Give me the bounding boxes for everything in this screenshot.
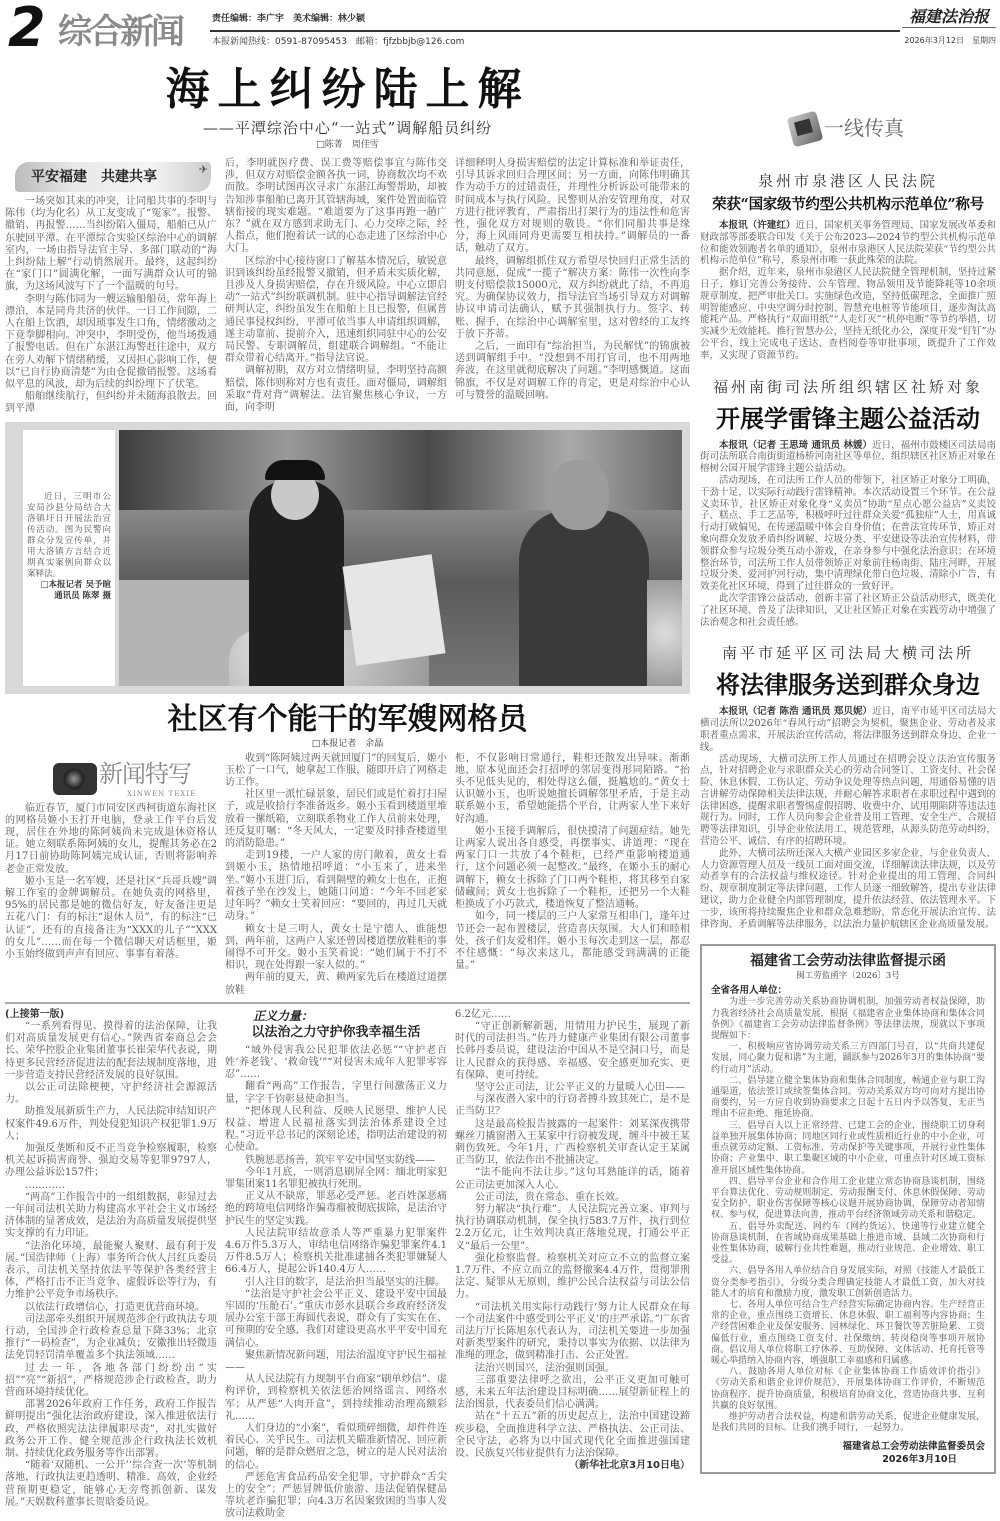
paragraph-text: 近日，福州市鼓楼区司法局南街司法所联合南街街道杨桥河南社区等单位，组织辖区社区矫正对象在榕树公园开展学雷锋主题公益活动。 bbox=[700, 439, 996, 475]
dateline: （新华社北京3月10日电） bbox=[569, 1460, 690, 1472]
paragraph: 之后，一面印有“综治担当，为民解忧”的锦旗被送到调解组手中。“没想到不用打官司，也不用两地奔波，在这里就彻底解决了问题。”李明感慨道。这面锦旗，不仅是对调解工作的肯定，更是对综治中心认可与赞誉的温暖回响。 bbox=[455, 341, 690, 401]
paragraph: 从人民法院有力规制平台商家“刷单炒信”、虚构评价，到检察机关依法惩治网络谣言、网络水军；从严惩“人肉开盒”，到持续推动治理高额彩礼…… bbox=[225, 1374, 447, 1422]
paragraph: 过去一年，各地各部门纷纷出“实招”“亮”“新招”，严格规范涉企行政检查，助力营商环境持续优化。 bbox=[5, 1362, 217, 1399]
continued-column-3 bbox=[455, 1009, 690, 1473]
paragraph: 如今，同一楼层的三户人家常互相串门，逢年过节还会一起布置楼层，营造喜庆氛围。大人们和睦相处，孩子们友爱相伴。姬小玉每次走到这一层，都忍不住感慨：“每次来这儿，都能感受到满满的正能量。” bbox=[455, 911, 690, 972]
lead-column-3 bbox=[455, 158, 690, 402]
news-feature-logo bbox=[53, 753, 213, 803]
dove-icon: ✈ bbox=[198, 163, 208, 176]
continued-from-front-label: (上接第一版) bbox=[5, 1008, 65, 1020]
paragraph: ………… bbox=[25, 1179, 65, 1191]
paragraph: 三、倡导百人以上正常经营、已建工会的企业，围绕职工切身利益单独开展集体协商；同地区同行业或性质相近行业的中小企业，可重点就劳动定额、工资标准、劳动保护等关键事项，开展行业性集体协商；产业集中、职工集聚区域的中小企业，可重点针对区域工资标准开展区域性集体协商。 bbox=[711, 1120, 985, 1176]
paragraph: 后，李明就医疗费、误工费等赔偿事宜与陈伟交涉，但双方对赔偿金额各执一词，协商数次均不欢而散。李明试图再次寻求广东湛江海警帮助，却被告知涉事船舶已离开其管辖海域，案件处置面临管辖衔接的现实难题。“难道要为了这事再跑一趟广东？”就在双方感到求助无门、心力交瘁之际，经人指点，他们抱着试一试的心态走进了区综治中心大门。 bbox=[225, 158, 447, 255]
paragraph: 维护劳动者合法权益，构建和谐劳动关系，促进企业健康发展，是我们共同的目标。让我们携手同行，一起努力。 bbox=[711, 1411, 985, 1434]
paragraph: 站在“十五五”新的历史起点上，法治中国建设蹄疾步稳，全面推进科学立法、严格执法、公正司法、全民守法，必将为以中国式现代化全面推进强国建设、民族复兴伟业提供有力法治保障。 bbox=[455, 1411, 690, 1460]
paragraph: 人民法院审结故意杀人等严重暴力犯罪案件4.6万件5.3万人，审结电信网络诈骗犯罪案件4.1万件8.5万人；检察机关批准逮捕各类犯罪嫌疑人66.4万人，提起公诉140.4万人…… bbox=[225, 1227, 447, 1276]
paragraph: 这是最高检报告披露的一起案件：刘某深夜携带螺丝刀撬窗潜入王某家中行窃被发现，缠斗中被王某刺伤致死。今年1月，广西检察机关审查认定王某属正当防卫，依法作出不批捕决定。 bbox=[455, 1118, 690, 1167]
frontline-fax-logo bbox=[790, 110, 915, 148]
paragraph: 活动现场，大横司法所工作人员通过在招聘会设立法治宣传服务点，针对招聘企业与求职群众关心的劳动合同签订、工资支付、社会保险、休息休假、工伤认定、劳动争议处理等热点问题，用通俗易懂的语言讲解劳动保障相关法律法规，并耐心解答求职者在求职过程中遇到的法律困惑，提醒求职者警惕虚假招聘、收费中介、试用期陷阱等违法违规行为。同时，工作人员向参会企业普及用工管理、安全生产、合规招聘等法律知识，引导企业依法用工、规范管理，从源头防范劳动纠纷，营造公平、诚信、有序的招聘环境。 bbox=[700, 753, 996, 848]
paragraph: 七、各用人单位可结合生产经营实际确定协商内容。生产经营正常的企业，重点围绕工资增长、休息休假、职工福利等内容协商；生产经营困难企业及保安服务、园林绿化、环卫餐饮等苦脏险累、工资偏低行业，重点围绕工资支付、社保缴纳、转岗稳岗等事项开展协商。倡议用人单位将职工疗休养、互助保障、文体活动、托育托管等暖心举措纳入协商内容，增强职工幸福感和归属感。 bbox=[711, 1299, 985, 1366]
right-column bbox=[700, 110, 996, 1474]
paragraph: 为进一步完善劳动关系协商协调机制，加强劳动者权益保障，助力我省经济社会高质量发展，根据《福建省企业集体协商和集体合同条例》《福建省工会劳动法律监督条例》等法律法规，现就以下事项提醒如下： bbox=[711, 997, 985, 1042]
feature-column-3 bbox=[455, 753, 690, 973]
feature-logo-pinyin: XINWEN TEXIE bbox=[127, 789, 197, 798]
article-kicker: 泉州市泉港区人民法院 bbox=[757, 172, 938, 190]
paragraph: “域外侵害我公民犯罪依法必惩”“守护老百姓‘养老钱’、‘救命钱’”“对侵害未成年人犯罪零容忍”…… bbox=[225, 1044, 447, 1081]
paragraph: 走到19楼，一户人家的房门敞着，黄女士看到姬小玉，热情地招呼道：“小玉来了，进来坐坐。”姬小玉进门后，看到隔壁的赖女士也在，正抱着孩子坐在沙发上，她随口问道：“今年不回老家过年吗？”赖女士笑着回应：“要回的，再过几天就动身。” bbox=[225, 850, 447, 923]
paragraph: 此外，大横司法所还深入大横产业园区多家企业，与企业负责人、人力资源管理人员及一线员工面对面交流，详细解读法律法规，以及劳动者享有的合法权益与维权途径。针对企业提出的用工管理、合同纠纷、规章制度制定等法律问题，工作人员逐一细致解答，提出专业法律建议，助力企业健全内部管理制度，提升依法经营、依法管理水平。下一步，该所将持续聚焦企业和群众急难愁盼，常态化开展法治宣传、法律咨询、矛盾调解等法律服务，以法治力量护航辖区企业高质量发展。 bbox=[700, 847, 996, 930]
notice-signature: 福建省总工会劳动法律监督委员会 bbox=[842, 1441, 985, 1453]
feature-story bbox=[5, 753, 690, 997]
paragraph: 与深夜潜入家中的行窃者搏斗致其死亡，是不是正当防卫？ bbox=[455, 1094, 690, 1118]
newspaper-logo: 福建法治报 bbox=[902, 4, 996, 28]
paragraph: 聚焦新情况新问题，用法治温度守护民生福祉—— bbox=[225, 1349, 447, 1373]
paragraph: 详细释明人身损害赔偿的法定计算标准和举证责任，引导其诉求回归合理区间；另一方面，向陈伟明确其作为动手方的过错责任，并理性分析诉讼可能带来的时间成本与执行风险。民警则从治安管理角度，对双方进行批评教育，严肃指出打架行为的违法性和危害性，强化双方对规则的敬畏。“你们同船共事是缘分，海上风雨同舟更需要互相扶持。”调解员的一番话，触动了双方。 bbox=[455, 158, 690, 255]
paragraph: 三部重要法律呼之欲出，公平正义更加可触可感，未来五年法治建设目标明确……展望新征程上的法治图景，代表委员们信心满满。 bbox=[455, 1374, 690, 1411]
paragraph: 八、鼓励各用人单位对标《企业集体协商工作质效评价指引》《劳动关系和谐企业评价规范》，开展集体协商工作评价，不断规范协商程序、提升协商质量，积极培育协商文化，营造协商共事、互利共赢的良好氛围。 bbox=[711, 1367, 985, 1411]
article-kicker: 南平市延平区司法局大横司法所 bbox=[721, 644, 974, 663]
paragraph: 部署2026年政府工作任务，政府工作报告鲜明提出“强化法治政府建设，深入推进依法行政，严格依照宪法法律履职尽责”，对扎实做好政务公开工作、健全规范涉企行政执法长效机制、持续优化政务服务等作出部署。 bbox=[5, 1399, 217, 1460]
paragraph: 李明与陈伟同为一艘运输船船员，常年海上漂泊，本是同舟共济的伙伴。一日工作间隙，二人在船上饮酒，却因琐事发生口角，情绪激动之下竟拳脚相向。冲突中，李明受伤，他当场拨通了报警电话。但在广东湛江海警赶往途中，双方在旁人劝解下情绪稍缓，又因担心影响工作，便以“已自行协商清楚”为由仓促撤销报警。这场看似平息的风波，却为后续的纠纷埋下了伏笔。 bbox=[5, 293, 217, 391]
paragraph: 翻看“两高”工作报告，字里行间激荡正义力量，字字千钧彰显使命担当。 bbox=[225, 1081, 447, 1105]
article-title: 荣获“国家级节约型公共机构示范单位”称号 bbox=[712, 196, 984, 213]
paragraph: 严惩危害食品药品安全犯罪，守护群众“舌尖上的安全”；严惩冒牌低价旅游、违法促销保健品等坑老诈骗犯罪；向4.3万名因案致困的当事人发放司法救助金 bbox=[225, 1471, 447, 1520]
paragraph: 姬小玉接手调解后，很快摸清了问题症结。她先让两家人说出各自感受，再摆事实、讲道理：“现在两家门口一共放了4个鞋柜，已经严重影响楼道通行，这个问题必须一起整改。”最终，在姬小玉的耐心调解下，赖女士拆除了门口两个鞋柜，将其移至自家储藏间；黄女士也拆除了一个鞋柜，还把另一个大鞋柜换成了小巧款式，楼道恢复了整洁通畅。 bbox=[455, 825, 690, 911]
paragraph bbox=[700, 220, 996, 267]
paragraph: 姬小玉是一名军嫂，还是社区“兵哥兵嫂”调解工作室的金牌调解员。在她负责的网格里，95%的居民都是她的微信好友，好友备注更是五花八门：有的标注“退休人员”，有的标注“已认证”，还有的直接备注为“XXX的儿子”“XXX的女儿”……而在每一个微信聊天对话框里，姬小玉始终做到声声有回应、事事有着落。 bbox=[5, 875, 217, 961]
notice-doc-number: 闽工劳监函字〔2026〕3号 bbox=[796, 971, 900, 982]
paragraph: 公正司法，贵在常态、重在长效。 bbox=[475, 1191, 625, 1203]
feature-byline: □本报记者 余晶 bbox=[311, 738, 384, 749]
labor-supervision-notice-box bbox=[700, 944, 996, 1474]
paragraph: 一场突如其来的冲突，让同船共事的李明与陈伟（均为化名）从工友变成了“冤家”。报警、撤销、再报警……当纠纷陷入僵局，船舶已从广东驶回平潭。在平潭综合实验区综治中心的调解室内，一场由指导法官主导、多部门联动的“海上纠纷陆上解”行动悄然展开。最终，这起纠纷在“家门口”圆满化解，一面写满群众认可的锦旗，为这场风波写下了一个温暖的句号。 bbox=[5, 196, 217, 293]
header-rule bbox=[210, 30, 900, 32]
notice-title: 福建省工会劳动法律监督提示函 bbox=[750, 953, 946, 970]
ping-an-fujian-banner bbox=[15, 162, 211, 192]
lead-column-2 bbox=[225, 158, 447, 414]
paragraph: “两高”工作报告中的一组组数据，彰显过去一年间司法机关助力构建高水平社会主义市场经济体制的显著成效，是法治为高质量发展提供坚实支撑的有力印证。 bbox=[5, 1191, 217, 1240]
paragraph bbox=[700, 706, 996, 753]
lead-column-1 bbox=[5, 158, 217, 416]
paragraph: 人们身边的“小案”，看似琐碎细微，却件件连着民心、关乎民生。司法机关瞄准新情况、回应新问题，解的是群众燃眉之急，树立的是人民对法治的信心。 bbox=[225, 1423, 447, 1471]
paragraph-text: 近日，国家机关事务管理局、国家发展改革委和财政部等部委联合印发《关于公布2023—2024节约型公共机构示范单位和能效领跑者名单的通知》，泉州市泉港区人民法院荣获“节约型公共机构示范单位”称号，系泉州市唯一获此殊荣的法院。 bbox=[700, 220, 996, 267]
article-title: 将法律服务送到群众身边 bbox=[716, 670, 980, 700]
feature-logo-text: 新闻特写 bbox=[99, 759, 191, 788]
paragraph: 一、积极响应省协调劳动关系三方四部门号召，以“共商共建促发展，同心聚力促和谐”为主题，踊跃参与2026年3月的集体协商“要约行动月”活动。 bbox=[711, 1042, 985, 1075]
market-law-promotion-photo bbox=[119, 430, 682, 686]
feature-headline: 社区有个能干的军嫂网格员 bbox=[167, 701, 528, 737]
notice-body bbox=[711, 997, 985, 1434]
paragraph: 此次学雷锋公益活动，创新丰富了社区矫正公益活动形式，既美化了社区环境、普及了法律知识，又让社区矫正对象在实践劳动中增强了法治观念和社会责任感。 bbox=[700, 592, 996, 628]
article-body bbox=[700, 440, 996, 629]
column-heading: 以法治之力守护你我幸福生活 bbox=[251, 1024, 421, 1040]
article-lead: 本报讯（记者 王思琦 通讯员 林媛） bbox=[719, 439, 873, 451]
banner-text: 平安福建 共建共享 bbox=[31, 169, 157, 185]
continued-column-1 bbox=[5, 1009, 217, 1509]
paragraph-text: 近日，南平市延平区司法局大横司法所以2026年“春风行动”招聘会为契机，聚焦企业、劳动者及求职者重点需求，开展法治宣传活动，将法律服务送到群众身边、企业一线。 bbox=[700, 706, 996, 753]
man-figure bbox=[519, 510, 649, 686]
paragraph: 以依法行政增信心，打造更优营商环境。 bbox=[25, 1301, 205, 1313]
paragraph: 区综治中心接待窗口了解基本情况后，敏锐意识到该纠纷虽经报警又撤销，但矛盾未实质化解，且涉及人身损害赔偿，存在升级风险。中心立即启动“一站式”纠纷联调机制。驻中心指导调解法官经研判认定，纠纷虽发生在船舶上且已报警，但属普通民事侵权纠纷，平潭可依当事人申请组织调解，遂主动靠前、提前介入，迅速组织同驻中心的公安局民警、专职调解员，组建联合调解组。“不能让群众带着心结离开。”指导法官说。 bbox=[225, 255, 447, 365]
main-area bbox=[5, 62, 690, 1521]
camera-icon bbox=[53, 763, 97, 795]
paragraph: 社区里一派忙碌景象，居民们或是忙着打扫屋子，或是收拾行李准备返乡。姬小玉看到楼道里堆放着一摞纸箱，立刻联系物业工作人员前来处理，还反复叮嘱：“冬天风大，一定要及时排查楼道里的消防隐患。” bbox=[225, 789, 447, 850]
lead-headline-block bbox=[5, 62, 690, 158]
section-divider bbox=[5, 1002, 690, 1004]
lead-story bbox=[5, 158, 690, 416]
paragraph: 助推发展新质生产力，人民法院审结知识产权案件49.6万件，判处侵犯知识产权犯罪1.9万人； bbox=[5, 1106, 217, 1142]
paragraph: “司法机关用实际行动践行‘努力让人民群众在每一个司法案件中感受到公平正义’的庄严承诺。”广东省司法厅厅长陈旭东代表认为，司法机关要进一步加强对新类型案件的研究，秉持以事实为依据、以法律为准绳的理念，做到精准打击、公正处置。 bbox=[455, 1301, 690, 1362]
article-body bbox=[700, 706, 996, 930]
hotline-line: 本报新闻热线：0591-87095453 邮箱：fjfzbbjb@126.com bbox=[212, 37, 465, 47]
article-kicker: 福州南街司法所组织辖区社矫对象 bbox=[712, 377, 983, 396]
paragraph: 铁腕惩恶扬善，筑牢平安中国坚实防线—— bbox=[245, 1154, 435, 1166]
lead-subtitle: ——平潭综治中心“一站式”调解船员纠纷 bbox=[202, 119, 493, 137]
column-heading-kicker: 正义力量： bbox=[253, 1008, 314, 1023]
article-title: 开展学雷锋主题公益活动 bbox=[716, 403, 980, 433]
paragraph: 法治兴则国兴，法治强则国强。 bbox=[475, 1362, 615, 1374]
paragraph: “随着‘双随机、一公开’‘综合查一次’等机制落地，行政执法更趋透明、精准、高效，企业经营预期更稳定，能够心无旁骛抓创新、谋发展。”天娱数科董事长贺晗委员说。 bbox=[5, 1460, 217, 1508]
paragraph: “一系列看得见、摸得着的法治保障，让我们对高质量发展更有信心。”陕西省秦商总会会长、荣华控股企业集团董事长崔荣华代表说，期待更多民营经济促进法的配套法规制度落地，进一步营造支持民营经济发展的良好氛围。 bbox=[5, 1020, 217, 1081]
paragraph: 四、倡导平台企业和合作用工企业建立常态协商恳谈机制，围绕平台算法优化、劳动规则制定、劳动报酬支付、休息休假保障、劳动安全防护、职业伤害保障等核心议题开展协商协调，保障劳动者知情权、参与权，促进算法向善，推动平台经济领域劳动关系和谐稳定。 bbox=[711, 1176, 985, 1221]
paragraph: 最终，调解组抓住双方希望尽快回归正常生活的共同意愿，促成“一揽子”解决方案：陈伟一次性向李明支付赔偿款15000元，双方纠纷就此了结，不再追究。为确保协议效力，指导法官当场引导双方对调解协议申请司法确认，赋予其强制执行力。签字、转账、握手，在综治中心调解室里，这对曾经的工友终于放下芥蒂。 bbox=[455, 255, 690, 340]
article-body bbox=[700, 220, 996, 362]
feature-headline-block bbox=[5, 702, 690, 751]
paragraph: “法治是守护社会公平正义、建设平安中国最牢固的‘压舱石’。”重庆市彭水县联合乡政府经济发展办公室干部王海圆代表说，群众有了实实在在、可预期的安全感，我们对建设更高水平平安中国充满信心。 bbox=[225, 1288, 447, 1349]
paragraph: 努力解决“执行难”。人民法院完善立案、审判与执行协调联动机制，保全执行583.7万件，执行到位2.2万亿元，让生效判决真正落地兑现，打通公平正义“最后一公里”。 bbox=[455, 1203, 690, 1252]
paragraph: 六、倡导各用人单位结合自身发展实际，对照《技能人才最低工资分类参考指引》，分级分类合理确定技能人才最低工资，加大对技能人才的培育和激励力度，激发职工创新创造活力。 bbox=[711, 1266, 985, 1299]
paragraph: 坚守公正司法，让公平正义的力量暖人心田—— bbox=[475, 1081, 685, 1093]
photo-credit: 通讯员 陈翠 摄 bbox=[54, 590, 111, 601]
lead-headline: 海上纠纷陆上解 bbox=[165, 64, 530, 115]
notice-sign-date: 2026年3月10日 bbox=[882, 1454, 957, 1466]
frontline-fax-text: 一线传真 bbox=[824, 116, 904, 140]
continued-column-2 bbox=[225, 1009, 447, 1521]
photo-caption: 近日，三明市公安局沙县分局结合大洛镇圩日开展法治宣传活动。图为民警向群众分发宣传单，并用大洛镇方言结合近期真实案例向群众以案释法。 bbox=[27, 491, 111, 579]
paragraph: 强化检察监督。检察机关对应立不立的监督立案1.7万件、不应立而立的监督撤案4.4万件，贯彻罪刑法定、疑罪从无原则，维护公民合法权益与司法公信力。 bbox=[455, 1252, 690, 1301]
paragraph: 调解初期，双方对立情绪明显，李明坚持高额赔偿，陈伟则称对方也有责任。面对僵局，调解组采取“背对背”调解法。法官聚焦核心争议，一方面，向李明 bbox=[225, 365, 447, 414]
paragraph: 柜，不仅影响日常通行，鞋柜还散发出异味。渐渐地，原本见面还会打招呼的邻居变得形同陌路。“抬头不见低头见的，相处得这么僵，挺尴尬的。”黄女士认识姬小玉，也听说她擅长调解邻里矛盾，于是主动联系姬小玉，希望她能搭个平台，让两家人坐下来好好沟通。 bbox=[455, 752, 690, 825]
paragraph: 引人注目的数字，是法治担当最坚实的注脚。 bbox=[245, 1276, 445, 1288]
paragraph: 加强反垄断和反不正当竞争检察履职，检察机关起诉损害商誉、强迫交易等犯罪9797人，办理公益诉讼157件； bbox=[5, 1142, 217, 1179]
paragraph: 6.2亿元…… bbox=[455, 1008, 511, 1020]
paragraph bbox=[700, 440, 996, 475]
paragraph: “法治化环境，最能聚人聚财、最有利于发展。”国浩律师（上海）事务所合伙人吕红兵委员表示，司法机关坚持依法平等保护各类经营主体，严格打击不正当竞争、虚假诉讼等行为，有力维护公平竞争市场秩序。 bbox=[5, 1240, 217, 1301]
paragraph: 今年1月底，一则消息刷屏全网：缅北明家犯罪集团案11名罪犯被执行死刑。 bbox=[225, 1166, 447, 1190]
fax-machine-icon bbox=[787, 111, 824, 148]
paragraph: 两年前的夏天，黄、赖两家先后在楼道过道摆放鞋 bbox=[225, 972, 447, 996]
issue-date: 2026年3月12日 星期四 bbox=[904, 36, 996, 45]
paragraph: 二、倡导建立健全集体协商和集体合同制度，畅通企业与职工沟通渠道，依法签订或续签集体合同。劳动关系双方均可向对方提出协商要约，另一方应自收到协商要求之日起十五日内予以答复，无正当理由不应拒绝、拖延协商。 bbox=[711, 1075, 985, 1120]
paragraph: “把体现人民利益、反映人民愿望、维护人民权益、增进人民福祉落实到法治体系建设全过程。”习近平总书记的深刻论述，指明法治建设的初心使命。 bbox=[225, 1105, 447, 1154]
paragraph: 正义从不缺席，罪恶必受严惩。老百姓深恶痛绝的跨境电信网络诈骗毒瘤被彻底拔除，是法治守护民生的坚定实践。 bbox=[225, 1191, 447, 1227]
paragraph: 据介绍，近年来，泉州市泉港区人民法院健全管理机制，坚持过紧日子，修订完善公务接待、公车管理、物品领用及节能降耗等10余项规章制度，把严审批关口。实施绿色改造，坚持低碳理念，全面推广照明智能感应、中央空调分时控制、智慧充电桩等节能项目，逐步淘汰高能耗产品。严格执行“双面用纸”“人走灯灭”“机停电断”等节约举措，切实减少无效能耗。推行智慧办公，坚持无纸化办公，深度开发“钉钉”办公平台，线上完成电子送达、查档阅卷等审批事项，既提升了工作效率，又实现了资源节约。 bbox=[700, 267, 996, 361]
paragraph: “法不能向不法让步。”这句耳熟能详的话，随着公正司法更加深入人心。 bbox=[455, 1167, 690, 1191]
page-number: 2 bbox=[8, 0, 46, 59]
paragraph: 活动现场，在司法所工作人员的带领下，社区矫正对象分工明确、干劲十足，以实际行动践行雷锋精神。本次活动设置三个环节。在公益义卖环节，社区矫正对象化身“义卖员”协助“星点心愿公益店”义卖饺子、糕点、手工艺品等，积极呼吁过往群众关爱“孤独症”人士，用真诚行动打破偏见，在传递温暖中体会自身价值；在普法宣传环节，矫正对象向群众发放矛盾纠纷调解、垃圾分类、平安建设等法治宣传材料，带领群众参与垃圾分类互动小游戏，在亲身参与中强化法治意识；在环境整治环节，司法所工作人员带领矫正对象前往杨南街、陆庄河畔，开展垃圾分类、爱河护河行动，集中清理绿化带白色垃圾、清除小广告，有效美化社区环境，得到了过往群众的一致好评。 bbox=[700, 474, 996, 593]
photo-caption-box bbox=[23, 430, 115, 686]
paragraph: “守正创新解新题，用情用力护民生，展现了新时代的司法担当。”佐丹力健康产业集团有限公司董事长韩丹委员说，建设法治中国从不是空洞口号，而是让人民群众的获得感、幸福感、安全感更加充实、更有保障、更可持续。 bbox=[455, 1020, 690, 1081]
paragraph: 以公正司法除梗梗，守护经济社会源源活力。 bbox=[5, 1081, 217, 1106]
paragraph: 司法部牵头组织开展规范涉企行政执法专项行动，全国涉企行政检查总量下降33%；北京推行“一码检查”，为企业减负；安徽推出轻微违法免罚轻罚清单覆盖多个执法领域…… bbox=[5, 1313, 217, 1362]
photo-block bbox=[5, 422, 690, 694]
leaflet-bag bbox=[342, 554, 445, 666]
notice-salutation: 全省各用人单位： bbox=[711, 985, 788, 997]
paragraph: 收到“陈阿姨过两天就回厦门”的回复后，姬小玉松了一口气，她拿起工作服，随即开启了网格走访工作。 bbox=[225, 752, 447, 789]
paragraph: 船舶继续航行，但纠纷并未随海浪散去。回到平潭 bbox=[5, 391, 217, 415]
paragraph: 赖女士是三明人，黄女士是宁德人，谁能想到，两年前，这两户人家还曾因楼道摆放鞋柜的事闹得不可开交。姬小玉笑着说：“她们属于不打不相识，现在处得跟一家人似的。” bbox=[225, 923, 447, 972]
paragraph: 临近春节，厦门市同安区西柯街道东海社区的网格员姬小玉打开电脑，登录工作平台后发现，居住在外地的陈阿姨尚未完成退休资格认证。她立刻联系陈阿姨的女儿，提醒其务必在2月17日前协助陈阿姨完成认证，否则将影响养老金正常发放。 bbox=[5, 802, 217, 875]
feature-column-2 bbox=[225, 753, 447, 997]
photo-credit: □本报记者 吴予暄 bbox=[40, 579, 111, 590]
lead-byline: □陈菁 周佳雪 bbox=[316, 140, 379, 150]
article-lead: 本报讯（许建红） bbox=[719, 220, 796, 231]
feature-column-1 bbox=[5, 753, 217, 962]
continued-story bbox=[5, 1009, 690, 1521]
section-name: 综合新闻 bbox=[58, 12, 182, 52]
article-lead: 本报讯（记者 陈浩 通讯员 郑贝妮） bbox=[719, 706, 873, 718]
editors-line: 责任编辑：李广宇 美术编辑：林少颖 bbox=[212, 14, 366, 24]
paragraph: 五、倡导外卖配送、网约车（网约货运）、快递等行业建立健全协商恳谈机制，在省域协商成果基础上推进市域、县域二次协商和行业性集体协商，破解行业共性难题，推动行业规范、企业增效、职工受益。 bbox=[711, 1221, 985, 1266]
